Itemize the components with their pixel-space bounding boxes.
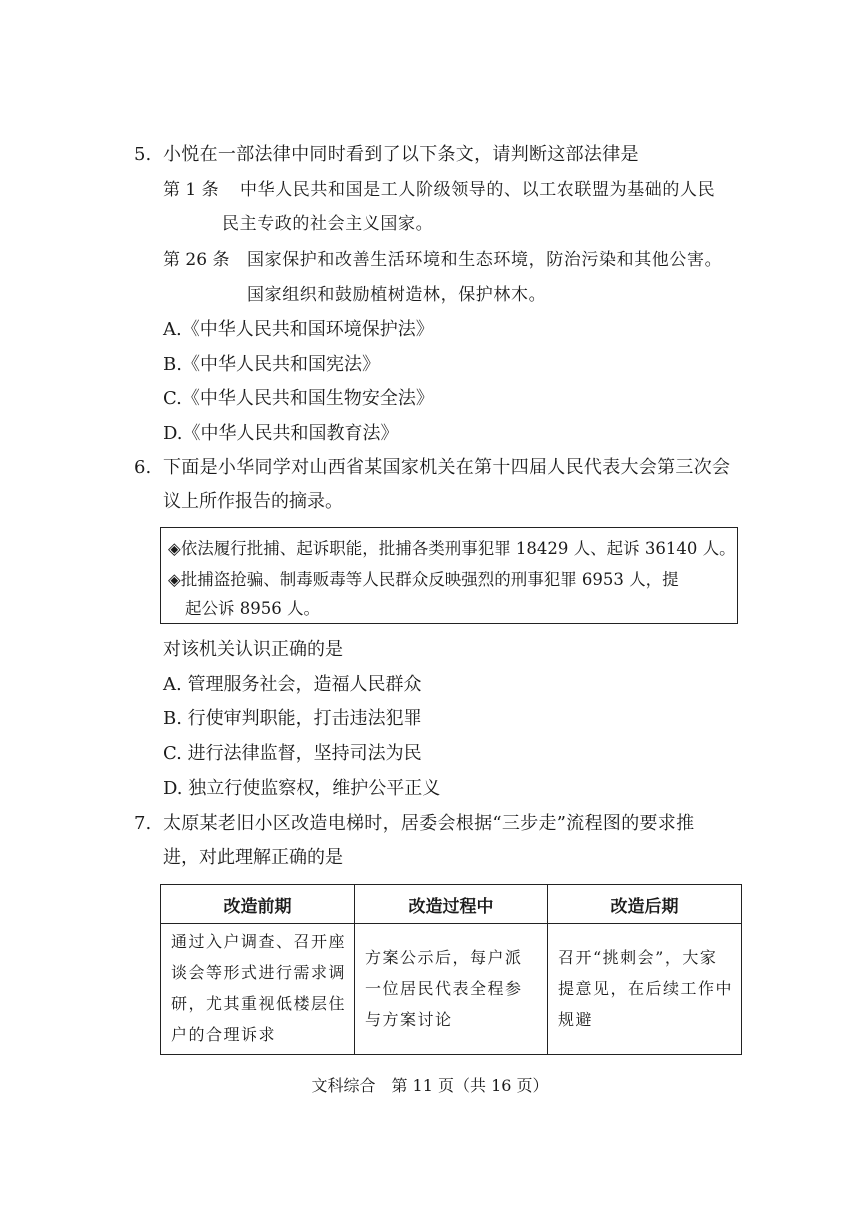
cell-early-stage: 通过入户调查、召开座谈会等形式进行需求调研，尤其重视低楼层住户的合理诉求 <box>161 924 355 1055</box>
question-6-prompt: 对该机关认识正确的是 <box>163 639 343 660</box>
page-footer: 文科综合 第 11 页（共 16 页） <box>311 1076 549 1095</box>
article-26-line1: 国家保护和改善生活环境和生态环境，防治污染和其他公害。 <box>247 250 723 270</box>
option-b[interactable]: B.《中华人民共和国宪法》 <box>163 354 380 375</box>
question-text-line2: 进，对此理解正确的是 <box>163 847 343 868</box>
question-text-line1: 下面是小华同学对山西省某国家机关在第十四届人民代表大会第三次会 <box>163 457 731 478</box>
question-number: 7. <box>134 813 152 834</box>
header-late-stage: 改造后期 <box>548 885 742 924</box>
table-header-row <box>161 885 742 924</box>
article-1-line2: 民主专政的社会主义国家。 <box>222 214 434 234</box>
option-b[interactable]: B. 行使审判职能，打击违法犯罪 <box>163 708 422 729</box>
option-c[interactable]: C.《中华人民共和国生物安全法》 <box>163 388 434 409</box>
option-c[interactable]: C. 进行法律监督，坚持司法为民 <box>163 743 422 764</box>
article-1-line1: 中华人民共和国是工人阶级领导的、以工农联盟为基础的人民 <box>240 180 716 200</box>
header-during-stage: 改造过程中 <box>355 885 548 924</box>
option-a[interactable]: A. 管理服务社会，造福人民群众 <box>163 674 422 695</box>
article-1-label: 第 1 条 <box>163 180 219 200</box>
report-excerpt-box <box>160 527 738 624</box>
question-number: 6. <box>134 457 152 478</box>
table-row <box>161 924 742 1055</box>
article-26-label: 第 26 条 <box>163 250 230 270</box>
option-a[interactable]: A.《中华人民共和国环境保护法》 <box>163 319 434 340</box>
excerpt-line-2: ◈批捕盗抢骗、制毒贩毒等人民群众反映强烈的刑事犯罪 6953 人，提 <box>168 570 679 589</box>
option-d[interactable]: D.《中华人民共和国教育法》 <box>163 423 399 444</box>
question-number: 5. <box>134 144 152 165</box>
cell-during-stage: 方案公示后，每户派一位居民代表全程参与方案讨论 <box>355 924 548 1055</box>
renovation-flow-table <box>160 884 742 1055</box>
header-early-stage: 改造前期 <box>161 885 355 924</box>
question-text-line2: 议上所作报告的摘录。 <box>163 491 343 512</box>
cell-late-stage: 召开“挑刺会”，大家提意见，在后续工作中规避 <box>548 924 742 1055</box>
excerpt-line-1: ◈依法履行批捕、起诉职能，批捕各类刑事犯罪 18429 人、起诉 36140 人。 <box>168 539 736 558</box>
excerpt-line-3: 起公诉 8956 人。 <box>185 599 320 618</box>
question-text-line1: 太原某老旧小区改造电梯时，居委会根据“三步走”流程图的要求推 <box>163 813 695 834</box>
option-d[interactable]: D. 独立行使监察权，维护公平正义 <box>163 778 441 799</box>
article-26-line2: 国家组织和鼓励植树造林，保护林木。 <box>247 285 547 305</box>
question-text: 小悦在一部法律中同时看到了以下条文，请判断这部法律是 <box>163 144 639 165</box>
